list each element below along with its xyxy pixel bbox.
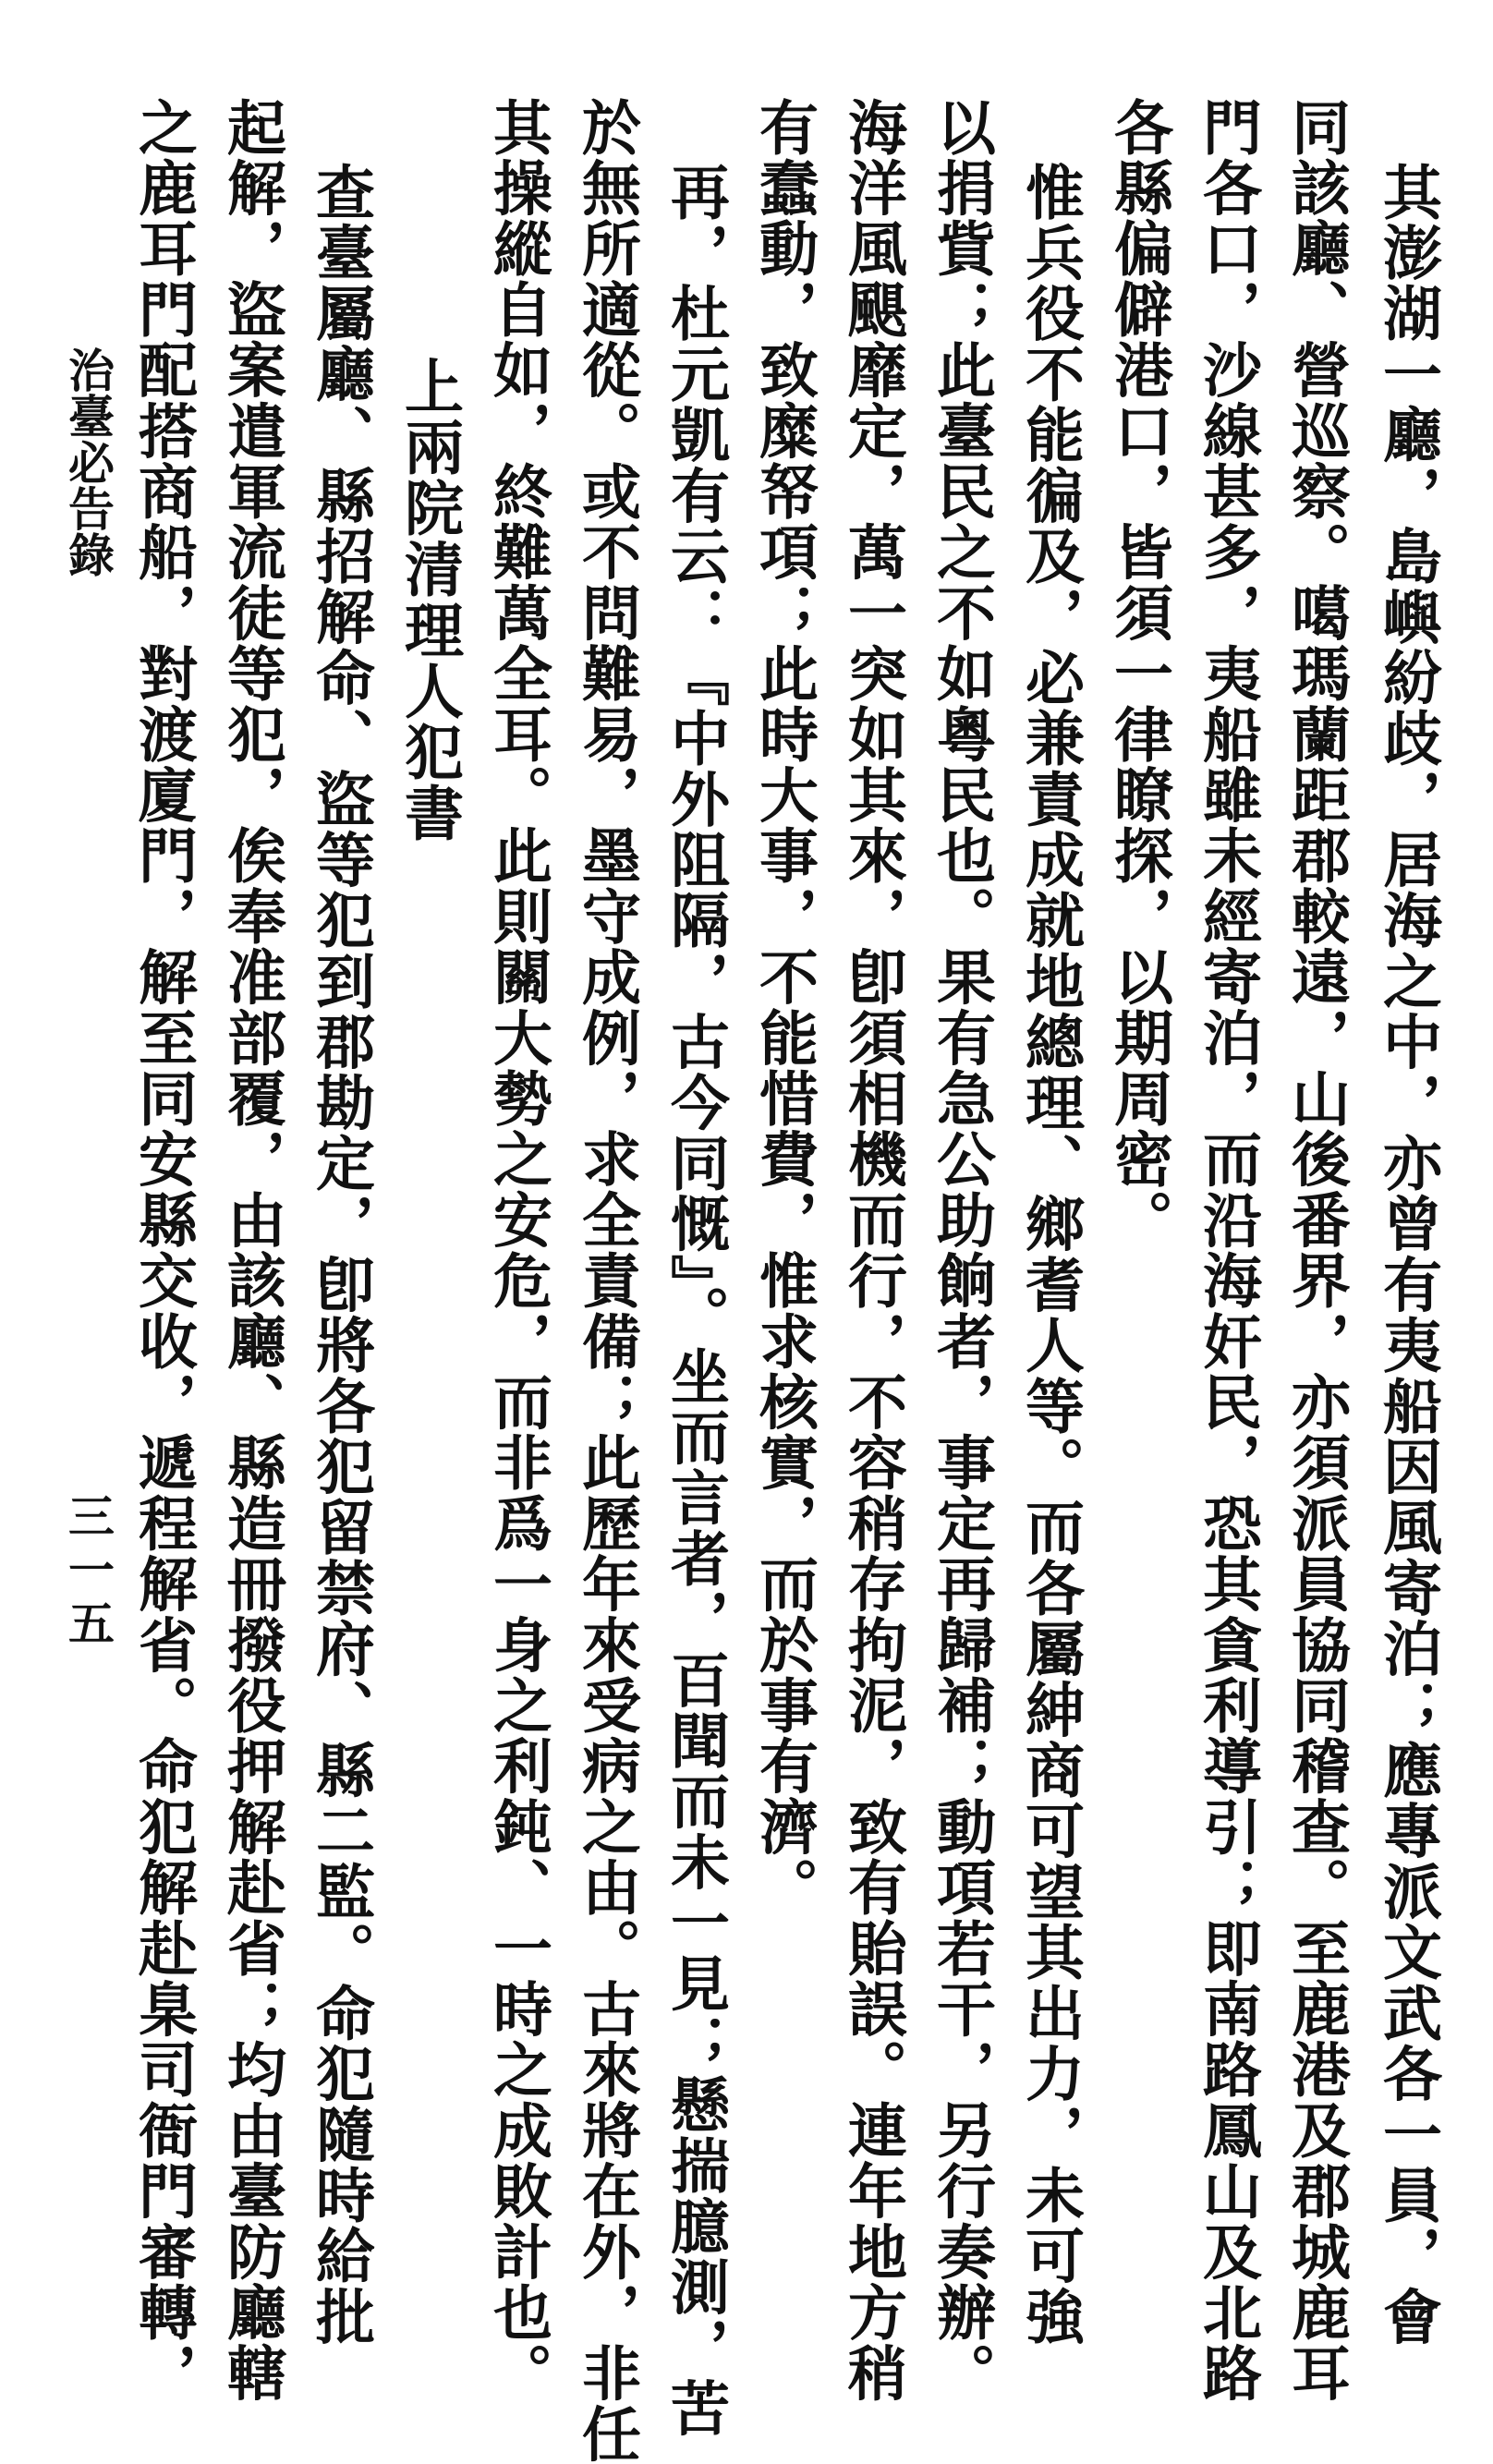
- text-line: 起解，盜案遣軍流徒等犯，俟奉准部覆，由該廳、縣造冊撥役押解赴省；均由臺防廳轄: [217, 97, 286, 2404]
- text-line: 於無所適從。或不問難易，墨守成例，求全責備；此歷年來受病之由。古來將在外，非任: [572, 97, 641, 2464]
- text-line: 再，杜元凱有云：『中外阻隔，古今同慨』。坐而言者，百聞而未一見；懸揣臆測，苦: [661, 162, 730, 2439]
- text-line: 惟兵役不能徧及，必兼責成就地總理、鄉耆人等。而各屬紳商可望其出力，未可強: [1015, 162, 1085, 2348]
- running-title: 治臺必告錄: [61, 346, 115, 577]
- text-line: 同該廳、營巡察。噶瑪蘭距郡較遠，山後番界，亦須派員協同稽查。至鹿港及郡城鹿耳: [1281, 97, 1351, 2404]
- page-number: 三一五: [61, 1492, 115, 1653]
- text-line: 查臺屬廳、縣招解命、盜等犯到郡勘定，卽將各犯留禁府、縣二監。命犯隨時給批: [306, 162, 375, 2348]
- text-line: 其澎湖一廳，島嶼紛歧，居海之中，亦曾有夷船因風寄泊；應專派文武各一員，會: [1373, 162, 1442, 2348]
- text-line: 海洋風颶靡定，萬一突如其來，卽須相機而行，不容稍存拘泥，致有貽誤。連年地方稍: [838, 97, 907, 2404]
- text-line: 各縣偏僻港口，皆須一律瞭探，以期周密。: [1104, 97, 1173, 1251]
- section-heading: 上兩院清理人犯書: [394, 356, 464, 844]
- text-line: 以捐貲；此臺民之不如粵民也。果有急公助餉者，事定再歸補；動項若干，另行奏辦。: [927, 97, 996, 2404]
- text-line: 之鹿耳門配搭商船，對渡廈門，解至同安縣交收，遞程解省。命犯解赴臬司衙門審轉，: [128, 97, 198, 2404]
- text-line: 門各口，沙線甚多，夷船雖未經寄泊，而沿海奸民，恐其貪利導引；即南路鳳山及北路: [1193, 97, 1262, 2404]
- text-line: 其操縱自如，終難萬全耳。此則關大勢之安危，而非爲一身之利鈍、一時之成敗計也。: [483, 97, 552, 2404]
- text-line: 有蠢動，致糜帑項；此時大事，不能惜費，惟求核實，而於事有濟。: [749, 97, 819, 1918]
